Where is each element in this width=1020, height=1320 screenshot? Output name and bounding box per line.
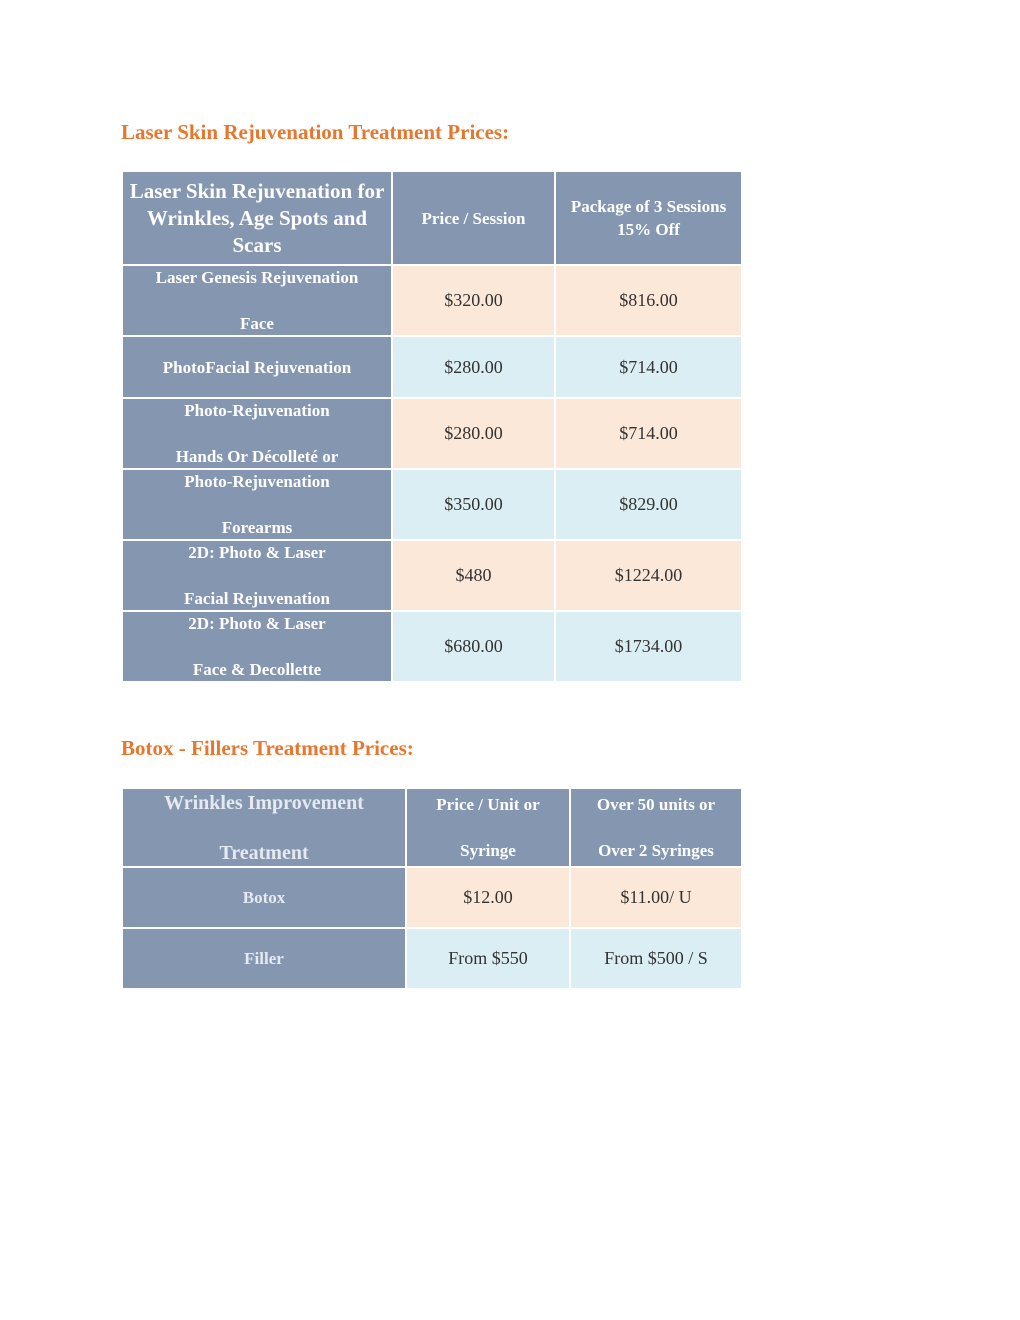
laser-price-table	[121, 170, 743, 683]
treatment-name	[122, 469, 392, 540]
price-cell: $350.00	[392, 469, 555, 540]
treatment-column-header	[122, 788, 406, 867]
botox-section-heading: Botox - Fillers Treatment Prices:	[121, 736, 414, 760]
price-column-header	[406, 788, 570, 867]
table-row	[122, 265, 742, 336]
botox-price-table	[121, 787, 743, 990]
bulk-header-line1: Over 50 units or	[596, 795, 716, 814]
treatment-header-line2: Treatment	[219, 841, 309, 864]
package-cell: $816.00	[555, 265, 742, 336]
price-cell: $320.00	[392, 265, 555, 336]
bulk-price-cell: From $500 / S	[570, 928, 742, 989]
treatment-name-line2: Face & Decollette	[192, 660, 322, 679]
price-cell: $280.00	[392, 336, 555, 398]
table-row	[122, 469, 742, 540]
treatment-name	[122, 540, 392, 611]
table-row	[122, 928, 742, 989]
treatment-column-header: Laser Skin Rejuvenation for Wrinkles, Age Spots and Scars	[122, 171, 392, 265]
package-cell: $829.00	[555, 469, 742, 540]
treatment-name	[122, 265, 392, 336]
price-header-line1: Price / Unit or	[436, 795, 540, 814]
package-column-header: Package of 3 Sessions 15% Off	[555, 171, 742, 265]
treatment-name-line2: Face	[240, 314, 274, 333]
bulk-column-header	[570, 788, 742, 867]
treatment-name	[122, 398, 392, 469]
price-header-line2: Syringe	[460, 841, 516, 860]
treatment-name	[122, 611, 392, 682]
table-row	[122, 336, 742, 398]
treatment-name-line1: PhotoFacial Rejuvenation	[162, 357, 352, 377]
package-cell: $1224.00	[555, 540, 742, 611]
laser-section-heading: Laser Skin Rejuvenation Treatment Prices:	[121, 120, 510, 144]
price-cell: From $550	[406, 928, 570, 989]
treatment-name-line2: Hands Or Décolleté or	[175, 447, 339, 466]
table-row	[122, 867, 742, 928]
treatment-name-line1: Photo-Rejuvenation	[184, 401, 330, 420]
price-cell: $680.00	[392, 611, 555, 682]
treatment-name-line1: Laser Genesis Rejuvenation	[155, 268, 359, 287]
treatment-name-line2: Forearms	[221, 518, 293, 537]
table-header-row	[122, 171, 742, 265]
treatment-name: Botox	[122, 867, 406, 928]
treatment-name-line1: 2D: Photo & Laser	[188, 543, 326, 562]
treatment-name-line2: Facial Rejuvenation	[184, 589, 330, 608]
price-cell: $12.00	[406, 867, 570, 928]
price-cell: $280.00	[392, 398, 555, 469]
treatment-name	[122, 336, 392, 398]
treatment-header-line1: Wrinkles Improvement	[164, 791, 364, 814]
table-row	[122, 611, 742, 682]
price-cell: $480	[392, 540, 555, 611]
package-cell: $1734.00	[555, 611, 742, 682]
table-header-row	[122, 788, 742, 867]
table-row	[122, 540, 742, 611]
treatment-name-line1: 2D: Photo & Laser	[188, 614, 326, 633]
bulk-header-line2: Over 2 Syringes	[598, 841, 714, 860]
package-cell: $714.00	[555, 398, 742, 469]
price-column-header: Price / Session	[392, 171, 555, 265]
bulk-price-cell: $11.00/ U	[570, 867, 742, 928]
treatment-name-line1: Photo-Rejuvenation	[184, 472, 330, 491]
table-row	[122, 398, 742, 469]
package-cell: $714.00	[555, 336, 742, 398]
treatment-name: Filler	[122, 928, 406, 989]
